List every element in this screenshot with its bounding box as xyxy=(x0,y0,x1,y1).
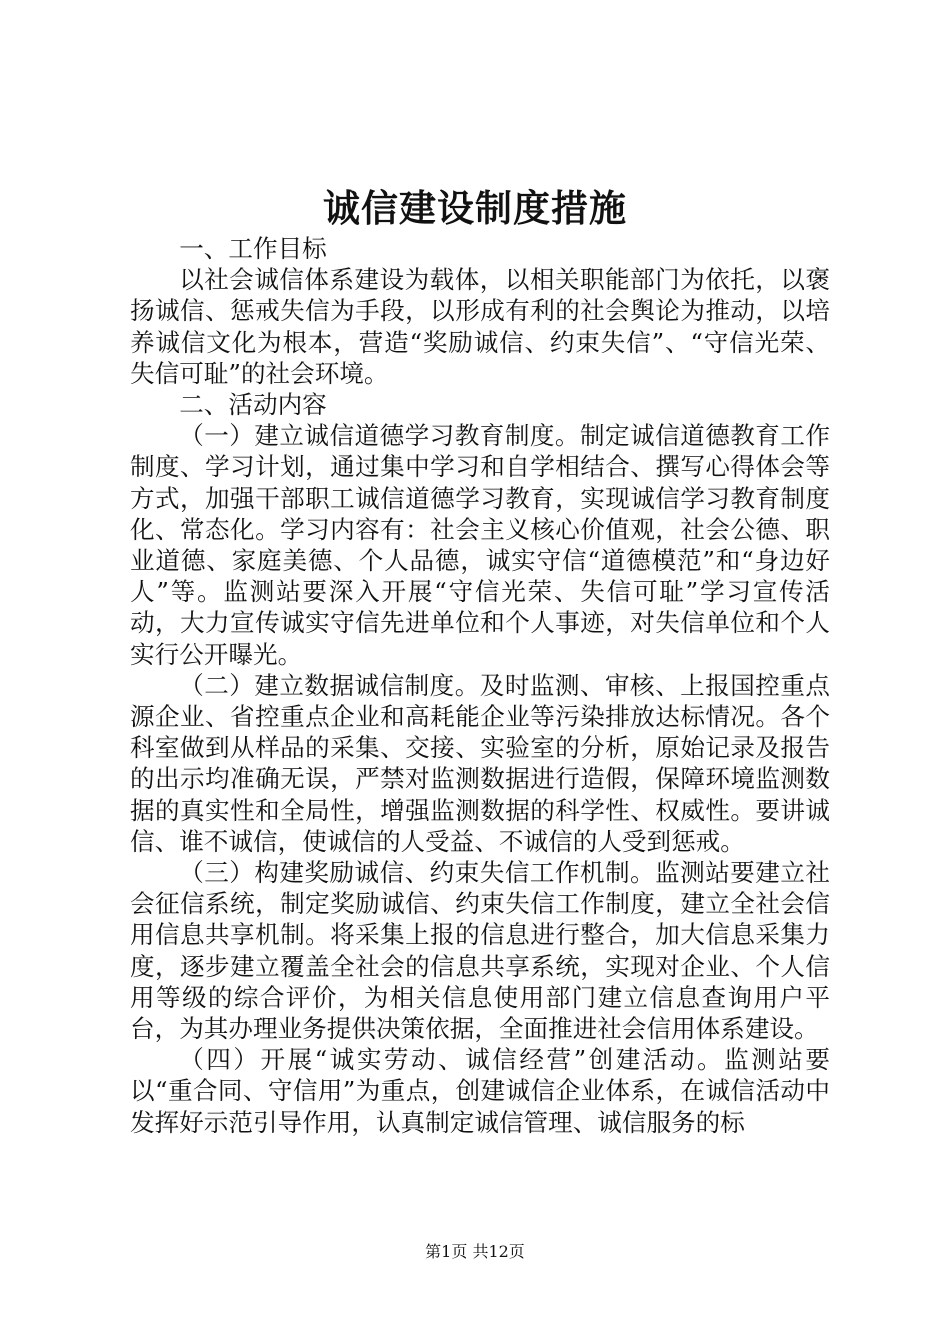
page-footer: 第1页 共12页 xyxy=(425,1242,525,1261)
body-paragraph: 以社会诚信体系建设为载体，以相关职能部门为依托，以褒扬诚信、惩戒失信为手段，以形成有利的社会舆论为推动，以培养诚信文化为根本，营造“奖励诚信、约束失信”、“守信光荣、失信可耻”的社会环境。 xyxy=(130,265,830,388)
body-paragraph: （二）建立数据诚信制度。及时监测、审核、上报国控重点源企业、省控重点企业和高耗能企业等污染排放达标情况。各个科室做到从样品的采集、交接、实验室的分析，原始记录及报告的出示均准确无误，严禁对监测数据进行造假，保障环境监测数据的真实性和全局性，增强监测数据的科学性、权威性。要讲诚信、谁不诚信，使诚信的人受益、不诚信的人受到惩戒。 xyxy=(130,670,830,856)
section-heading: 二、活动内容 xyxy=(179,390,327,420)
body-paragraph: （一）建立诚信道德学习教育制度。制定诚信道德教育工作制度、学习计划，通过集中学习和自学相结合、撰写心得体会等方式，加强干部职工诚信道德学习教育，实现诚信学习教育制度化、常态化。学习内容有：社会主义核心价值观，社会公德、职业道德、家庭美德、个人品德，诚实守信“道德模范”和“身边好人”等。监测站要深入开展“守信光荣、失信可耻”学习宣传活动，大力宣传诚实守信先进单位和个人事迹，对失信单位和个人实行公开曝光。 xyxy=(130,421,830,669)
body-paragraph: （三）构建奖励诚信、约束失信工作机制。监测站要建立社会征信系统，制定奖励诚信、约束失信工作制度，建立全社会信用信息共享机制。将采集上报的信息进行整合，加大信息采集力度，逐步建立覆盖全社会的信息共享系统，实现对企业、个人信用等级的综合评价，为相关信息使用部门建立信息查询用户平台，为其办理业务提供决策依据，全面推进社会信用体系建设。 xyxy=(130,858,830,1044)
body-paragraph: （四）开展“诚实劳动、诚信经营”创建活动。监测站要以“重合同、守信用”为重点，创建诚信企业体系，在诚信活动中发挥好示范引导作用，认真制定诚信管理、诚信服务的标 xyxy=(130,1045,830,1137)
document-body xyxy=(130,233,830,1138)
document-title: 诚信建设制度措施 xyxy=(323,186,627,230)
section-heading: 一、工作目标 xyxy=(179,234,327,263)
